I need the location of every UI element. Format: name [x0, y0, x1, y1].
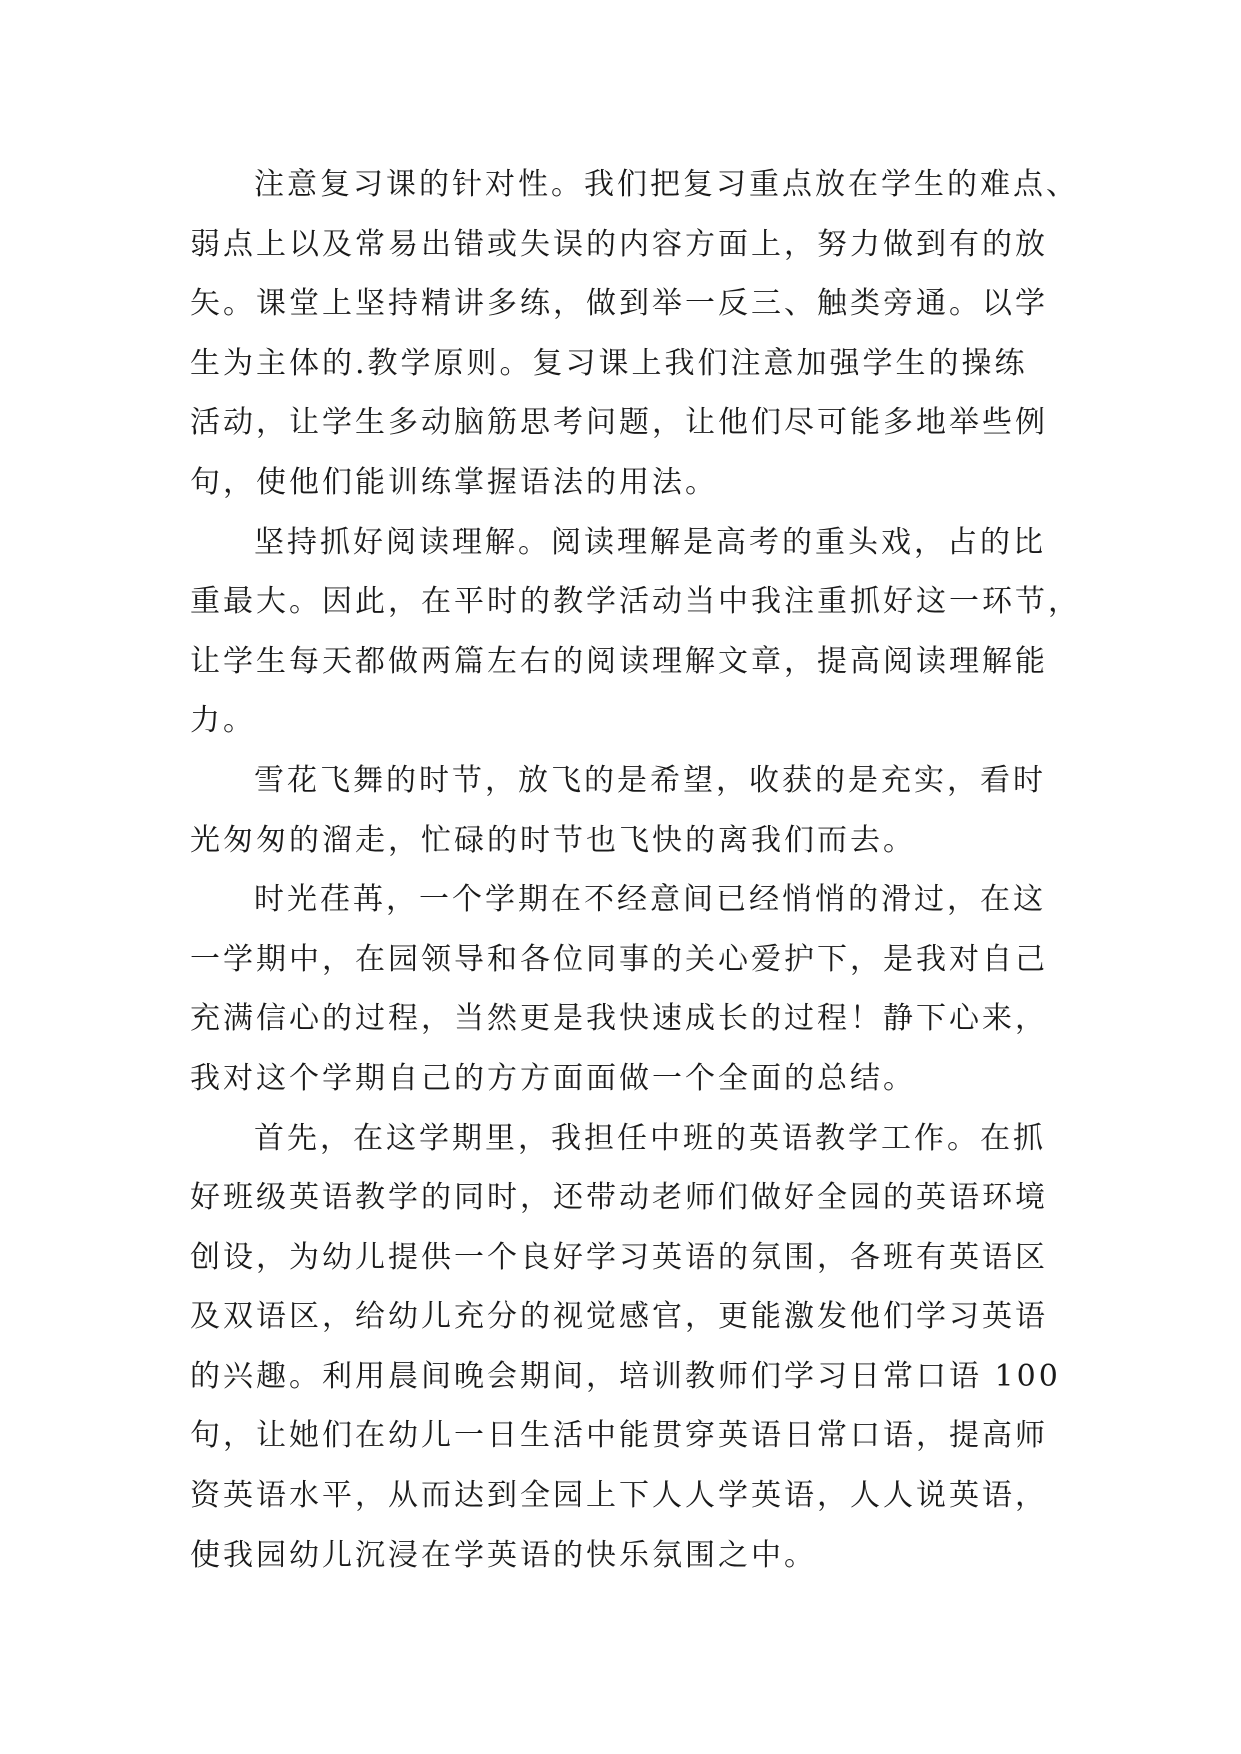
text-line: 雪花飞舞的时节，放飞的是希望，收获的是充实，看时 [254, 762, 1046, 798]
text-line: 光匆匆的溜走，忙碌的时节也飞快的离我们而去。 [190, 822, 916, 858]
paragraph-review-class [190, 155, 1090, 513]
text-line: 句，让她们在幼儿一日生活中能贯穿英语日常口语，提高师 [190, 1418, 1048, 1454]
text-line: 一学期中，在园领导和各位同事的关心爱护下，是我对自己 [190, 941, 1048, 977]
text-line: 让学生每天都做两篇左右的阅读理解文章，提高阅读理解能 [190, 643, 1048, 679]
text-line: 弱点上以及常易出错或失误的内容方面上，努力做到有的放 [190, 226, 1048, 262]
text-line: 资英语水平，从而达到全园上下人人学英语，人人说英语， [190, 1478, 1048, 1514]
paragraph-snowflakes [190, 751, 1090, 870]
text-line: 力。 [190, 703, 256, 739]
text-line: 好班级英语教学的同时，还带动老师们做好全园的英语环境 [190, 1180, 1048, 1216]
text-line: 及双语区，给幼儿充分的视觉感官，更能激发他们学习英语 [190, 1299, 1048, 1335]
text-line: 句，使他们能训练掌握语法的用法。 [190, 464, 718, 500]
text-line: 重最大。因此，在平时的教学活动当中我注重抓好这一环节， [190, 584, 1081, 620]
text-line: 的兴趣。利用晨间晚会期间，培训教师们学习日常口语 100 [190, 1358, 1061, 1394]
text-line: 首先，在这学期里，我担任中班的英语教学工作。在抓 [254, 1120, 1046, 1156]
text-line: 使我园幼儿沉浸在学英语的快乐氛围之中。 [190, 1537, 817, 1573]
text-line: 时光荏苒，一个学期在不经意间已经悄悄的滑过，在这 [254, 882, 1046, 918]
text-line: 创设，为幼儿提供一个良好学习英语的氛围，各班有英语区 [190, 1239, 1048, 1275]
text-line: 生为主体的.教学原则。复习课上我们注意加强学生的操练 [190, 345, 1028, 381]
paragraph-english-teaching [190, 1109, 1090, 1586]
text-line: 我对这个学期自己的方方面面做一个全面的总结。 [190, 1060, 916, 1096]
text-line: 充满信心的过程，当然更是我快速成长的过程！静下心来， [190, 1001, 1048, 1037]
paragraph-reading-comprehension [190, 513, 1090, 751]
document-body [190, 155, 1090, 1585]
paragraph-semester-summary [190, 870, 1090, 1108]
text-line: 活动，让学生多动脑筋思考问题，让他们尽可能多地举些例 [190, 405, 1048, 441]
text-line: 注意复习课的针对性。我们把复习重点放在学生的难点、 [254, 167, 1079, 202]
text-line: 坚持抓好阅读理解。阅读理解是高考的重头戏，占的比 [254, 524, 1046, 560]
text-line: 矢。课堂上坚持精讲多练，做到举一反三、触类旁通。以学 [190, 286, 1048, 322]
